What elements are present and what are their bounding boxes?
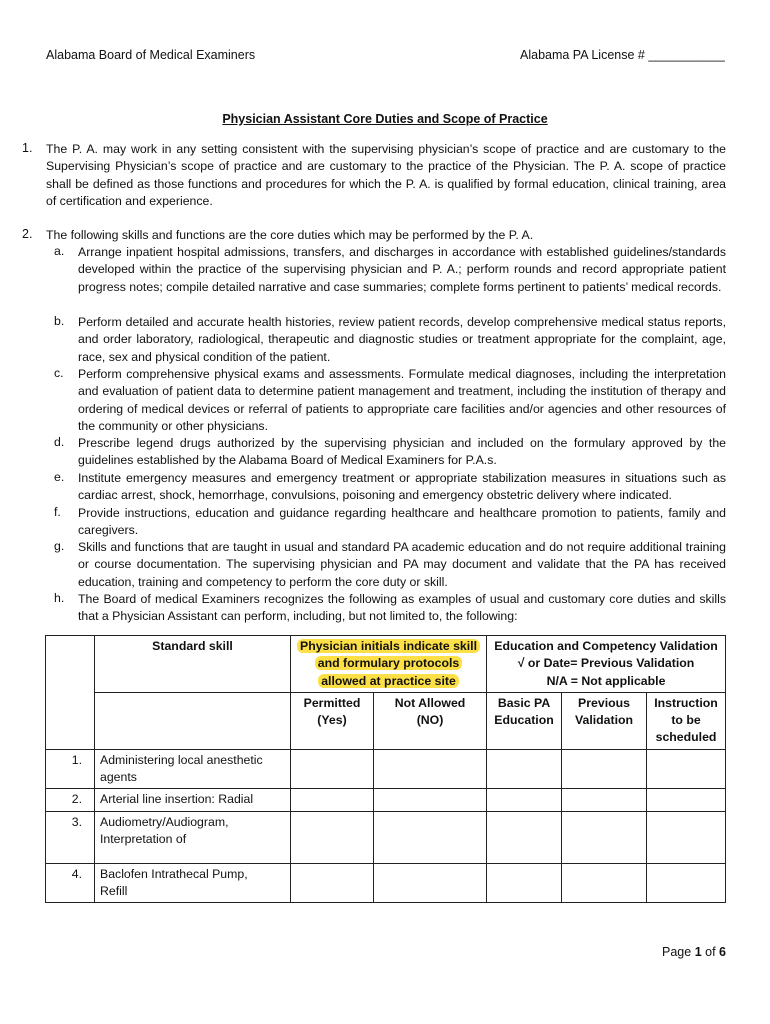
list-item: Perform comprehensive physical exams and assessments. Formulate medical diagnoses, including the interpretation and evaluation of patient data to determine patient management and treatment, including the institution of therapy and ordering of medical devices or referral of patients to appropriate care facilities and/or agencies and other resources of the community or other physicians. (78, 367, 726, 433)
list-item-letter: h. (54, 591, 65, 605)
basic-pa-header: Basic PA Education (487, 692, 562, 749)
list-item: Perform detailed and accurate health histories, review patient records, develop comprehensive medical status reports, and order laboratory, radiological, therapeutic and diagnostic studies or treatment appropriate for the complaint, age, race, sex and physical condition of the patient. (78, 315, 726, 364)
previous-validation-header: Previous Validation (562, 692, 647, 749)
list-item: Institute emergency measures and emergency treatment or appropriate stabilization measures in situations such as cardiac arrest, shock, hemorrhage, convulsions, poisoning and emergency obstetric delivery where indicated. (78, 471, 726, 503)
header-organization: Alabama Board of Medical Examiners (46, 48, 256, 62)
table-row (46, 811, 726, 863)
permitted-input-cell[interactable] (291, 863, 374, 903)
basic-pa-input-cell[interactable] (487, 811, 562, 863)
skill-cell: Baclofen Intrathecal Pump, Refill (95, 863, 291, 903)
not-allowed-input-cell[interactable] (374, 749, 487, 789)
permitted-input-cell[interactable] (291, 749, 374, 789)
row-number: 3. (46, 811, 95, 863)
table-row (46, 789, 726, 811)
row-number: 4. (46, 863, 95, 903)
section-text: The following skills and functions are the core duties which may be performed by the P. A. (46, 228, 534, 242)
previous-validation-input-cell[interactable] (562, 749, 647, 789)
page-number: Page 1 of 6 (662, 945, 726, 959)
not-allowed-input-cell[interactable] (374, 789, 487, 811)
instruction-input-cell[interactable] (647, 811, 726, 863)
not-allowed-input-cell[interactable] (374, 863, 487, 903)
table-header-row (46, 636, 726, 693)
header-license-field: Alabama PA License # ___________ (520, 48, 725, 62)
previous-validation-input-cell[interactable] (562, 789, 647, 811)
list-item-letter: e. (54, 470, 65, 484)
instruction-header: Instruction to be scheduled (647, 692, 726, 749)
permitted-input-cell[interactable] (291, 811, 374, 863)
education-validation-header: Education and Competency Validation √ or Date= Previous Validation N/A = Not applicable (487, 636, 726, 693)
list-item: Skills and functions that are taught in usual and standard PA academic education and do not require additional training or course documentation. The supervising physician and PA may document and validate that the PA has received education, training and competency to perform the core duty or skill. (78, 540, 726, 589)
basic-pa-input-cell[interactable] (487, 789, 562, 811)
document-title: Physician Assistant Core Duties and Scope of Practice (222, 112, 548, 126)
list-item-letter: a. (54, 244, 65, 258)
section-number: 2. (22, 227, 33, 241)
list-item: Provide instructions, education and guidance regarding healthcare and healthcare promotion to patients, family and caregivers. (78, 506, 726, 538)
list-item-letter: b. (54, 314, 65, 328)
skill-cell: Administering local anesthetic agents (95, 749, 291, 789)
skill-cell: Audiometry/Audiogram, Interpretation of (95, 811, 291, 863)
standard-skill-header: Standard skill (95, 636, 291, 693)
list-item-letter: c. (54, 366, 64, 380)
table-row (46, 863, 726, 903)
section-text: The P. A. may work in any setting consistent with the supervising physician’s scope of practice and are customary to the Supervising Physician’s scope of practice and are customary to the practice of the Physician. The P. A. scope of practice shall be defined as those functions and procedures for which the P. A. is qualified by formal education, clinical training, area of certification and experience. (46, 142, 726, 208)
skills-table (45, 635, 726, 903)
instruction-input-cell[interactable] (647, 789, 726, 811)
list-item: Arrange inpatient hospital admissions, transfers, and discharges in accordance with established guidelines/standards developed within the practice of the supervising physician and P. A.; perform rounds and record appropriate patient progress notes; compile detailed narrative and case summaries; complete forms pertinent to patients’ medical records. (78, 245, 726, 294)
physician-initials-header: Physician initials indicate skill and formulary protocols allowed at practice site (291, 636, 487, 693)
basic-pa-input-cell[interactable] (487, 863, 562, 903)
basic-pa-input-cell[interactable] (487, 749, 562, 789)
previous-validation-input-cell[interactable] (562, 863, 647, 903)
previous-validation-input-cell[interactable] (562, 811, 647, 863)
permitted-input-cell[interactable] (291, 789, 374, 811)
list-item-letter: d. (54, 435, 65, 449)
table-cell (95, 692, 291, 749)
table-subheader-row (46, 692, 726, 749)
table-cell (46, 636, 95, 750)
section-number: 1. (22, 141, 33, 155)
list-item-letter: f. (54, 505, 61, 519)
instruction-input-cell[interactable] (647, 749, 726, 789)
skill-cell: Arterial line insertion: Radial (95, 789, 291, 811)
not-allowed-header: Not Allowed (NO) (374, 692, 487, 749)
instruction-input-cell[interactable] (647, 863, 726, 903)
list-item: Prescribe legend drugs authorized by the supervising physician and included on the formulary approved by the guidelines established by the Alabama Board of Medical Examiners for P.A.s. (78, 436, 726, 468)
table-row (46, 749, 726, 789)
list-item: The Board of medical Examiners recognizes the following as examples of usual and customary core duties and skills that a Physician Assistant can perform, including, but not limited to, the following: (78, 592, 726, 624)
row-number: 1. (46, 749, 95, 789)
list-item-letter: g. (54, 539, 65, 553)
not-allowed-input-cell[interactable] (374, 811, 487, 863)
permitted-header: Permitted (Yes) (291, 692, 374, 749)
row-number: 2. (46, 789, 95, 811)
